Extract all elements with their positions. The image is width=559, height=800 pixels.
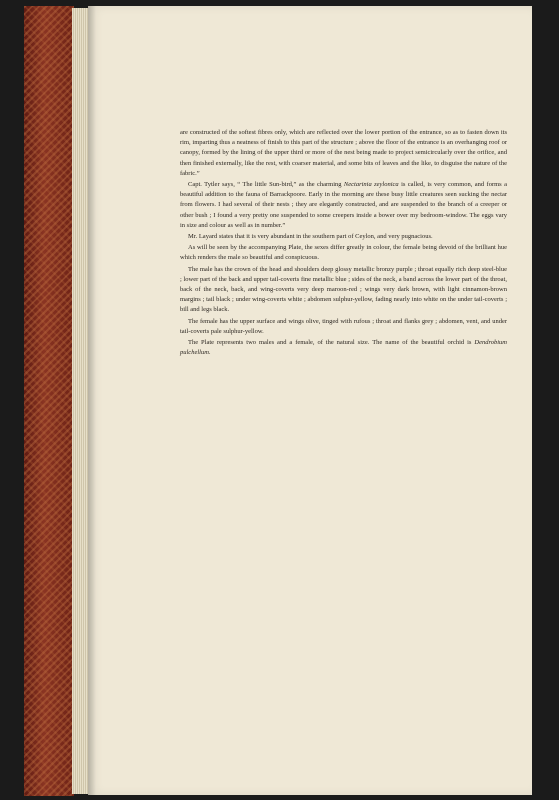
gutter-shadow [88,6,96,795]
text-run: . [208,349,211,357]
paragraph-female-description: The female has the upper surface and wings olive, tinged with rufous ; throat and flanks grey ; abdomen, vent, and under tail-coverts pale sulphur-yellow. [180,317,507,335]
text-run: The Plate represents two males and a female, of the natural size. The name of the beautiful orchid is [188,339,475,347]
text-run: is called, is very common, and forms a beautiful addition to the fauna of Barrackpoore. Early in the morning are these busy little creatures seen sucking the nectar from flowers. I had several of their nests ; they are elegantly constructed, and are suspended to the branch of a creeper or other bush ; I found a very pretty one suspended to some creepers inside a bower over my bedroom-window. The eggs vary in size and colour as well as in number.” [180,181,507,229]
orchid-name: Dendrobium pulchellum [180,339,507,357]
paragraph-plate-note [180,338,507,358]
paragraph-layard: Mr. Layard states that it is very abundant in the southern part of Ceylon, and very pugnacious. [188,233,433,241]
paragraph-sexes: As will be seen by the accompanying Plate, the sexes differ greatly in colour, the female being devoid of the brilliant hue which renders the male so beautiful and conspicuous. [180,244,507,262]
paragraph-male-description: The male has the crown of the head and shoulders deep glossy metallic bronzy purple ; throat equally rich deep steel-blue ; lower part of the back and upper tail-coverts fine metallic blue ; sides of the neck, a band across the lower part of the throat, back of the neck, back, and wing-coverts very deep maroon-red ; wings very dark brown, with light cinnamon-brown margins ; tail black ; under wing-coverts white ; abdomen sulphur-yellow, fading nearly into white on the under tail-coverts ; bill and legs black. [180,265,507,314]
book-page [88,6,532,795]
text-run: Capt. Tytler says, “ The little Sun-bird,” as the charming [188,181,344,189]
body-text [180,128,507,359]
species-name: Nectarinia zeylonica [343,181,399,189]
paragraph-nest-description: are constructed of the softest fibres only, which are reflected over the lower portion of the entrance, so as to fasten down its rim, imparting thus a neatness of finish to this part of the structure ; above the floor of the entrance is an overhanging roof or canopy, formed by the lining of the upper third or more of the nest being made to project semicircularly over the orifice, and then finished externally, like the rest, with coarser material, and some bits of leaves and the like, to disguise the nature of the fabric.” [180,129,507,177]
paragraph-tytler-quote [180,180,507,231]
book-binding [24,6,74,796]
